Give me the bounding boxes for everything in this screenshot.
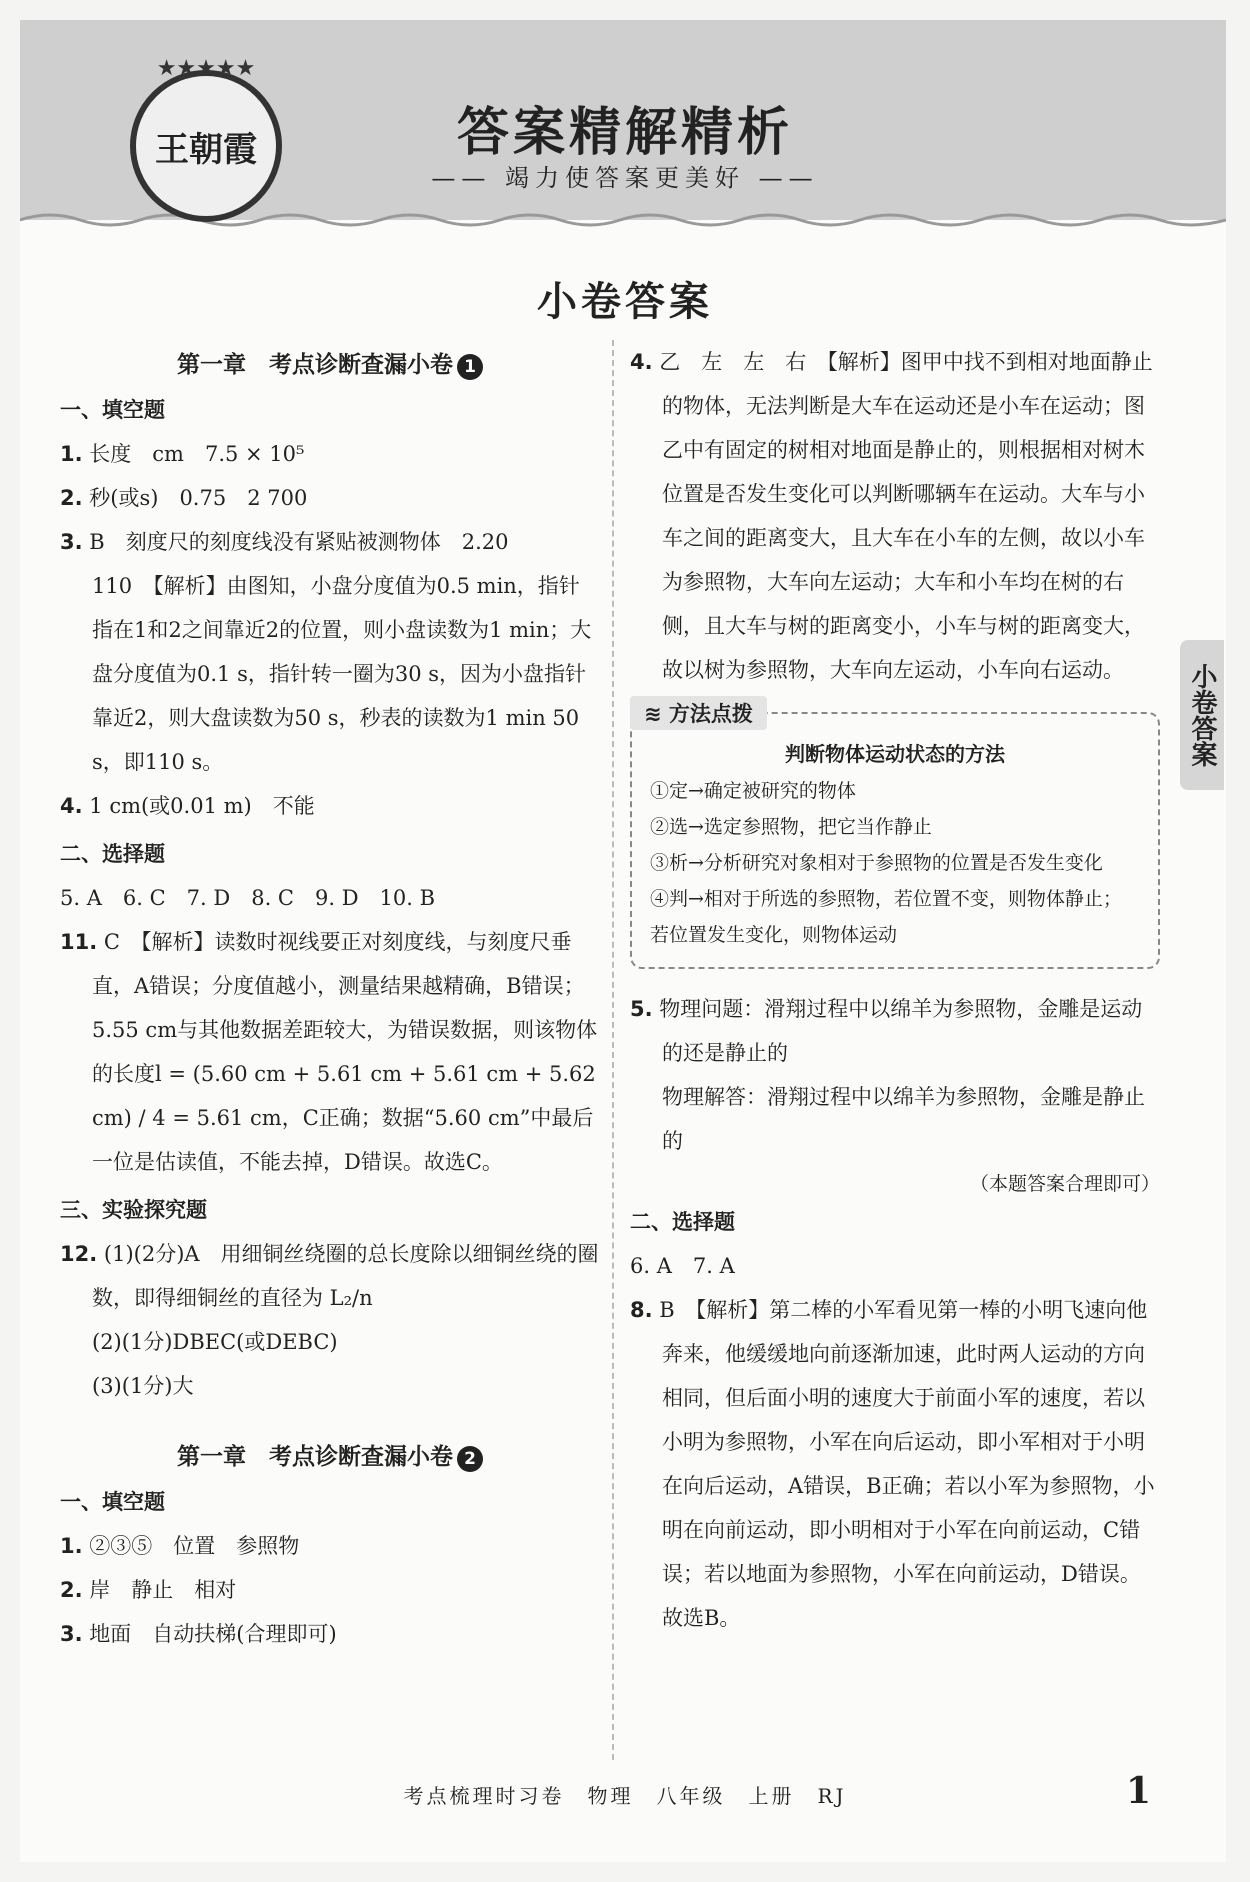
answer-right-5-solution: 物理解答：滑翔过程中以绵羊为参照物，金雕是静止的 xyxy=(662,1085,1145,1153)
chapter-num-badge: 2 xyxy=(457,1446,483,1472)
method-tip-step-3: ③析→分析研究对象相对于参照物的位置是否发生变化 xyxy=(650,852,1103,874)
answer-3: 3. B 刻度尺的刻度线没有紧贴被测物体 2.20 xyxy=(60,530,509,554)
method-tip-step-1: ①定→确定被研究的物体 xyxy=(650,780,856,802)
chapter-title: 第一章 考点诊断查漏小卷 xyxy=(177,352,453,378)
column-divider xyxy=(612,340,614,1760)
right-column xyxy=(630,340,1160,1640)
answers-6-7: 6. A 7. A xyxy=(630,1254,735,1278)
method-tip-tag: ≋ 方法点拨 xyxy=(630,696,767,730)
answer-right-8: 8. B 【解析】第二棒的小军看见第一棒的小明飞速向他奔来，他缓缓地向前逐渐加速，此时两人运动的方向相同，但后面小明的速度大于前面小军的速度，若以小明为参照物，小军在向后运动，即小军相对于小明在向后运动，A错误，B正确；若以小军为参照物，小明在向前运动，即小明相对于小军在向前运动，C错误；若以地面为参照物，小军在向前运动，D错误。故选B。 xyxy=(630,1298,1155,1630)
main-title: 答案精解精析 xyxy=(456,103,793,163)
section-choice-right: 二、选择题 xyxy=(630,1210,735,1234)
section-title: 小卷答案 xyxy=(537,279,713,325)
left-column xyxy=(60,340,600,1656)
answer-1: 1. 长度 cm 7.5 × 10⁵ xyxy=(60,442,305,466)
stars-icon: ★★★★★ xyxy=(156,56,256,81)
answer-r1: 1. ②③⑤ 位置 参照物 xyxy=(60,1534,300,1558)
answer-12: 12. (1)(2分)A 用细铜丝绕圈的总长度除以细铜丝绕的圈数，即得细铜丝的直径为 L₂/n xyxy=(60,1242,599,1310)
answer-r2: 2. 岸 静止 相对 xyxy=(60,1578,237,1602)
side-tab: 小卷答案 xyxy=(1180,640,1224,790)
answers-5-10: 5. A 6. C 7. D 8. C 9. D 10. B xyxy=(60,886,436,910)
section-fill-2: 一、填空题 xyxy=(60,1490,165,1514)
answer-12-part2: (2)(1分)DBEC(或DEBC) xyxy=(92,1330,338,1354)
section-choice: 二、选择题 xyxy=(60,842,165,866)
answer-2: 2. 秒(或s) 0.75 2 700 xyxy=(60,486,308,510)
answer-r3: 3. 地面 自动扶梯(合理即可) xyxy=(60,1622,337,1646)
answer-note: （本题答案合理即可） xyxy=(969,1173,1160,1195)
wave-icon: ≋ xyxy=(644,702,669,726)
answer-4: 4. 1 cm(或0.01 m) 不能 xyxy=(60,794,315,818)
method-tip-title: 判断物体运动状态的方法 xyxy=(785,742,1005,766)
method-tip-step-2: ②选→选定参照物，把它当作静止 xyxy=(650,816,932,838)
method-tip-box xyxy=(630,702,1160,969)
main-subtitle: —— 竭力使答案更美好 —— xyxy=(431,164,819,192)
section-experiment: 三、实验探究题 xyxy=(60,1198,207,1222)
logo-text: 王朝霞 xyxy=(155,129,257,170)
answer-3-explanation: 110 【解析】由图知，小盘分度值为0.5 min，指针指在1和2之间靠近2的位置，则小盘读数为1 min；大盘分度值为0.1 s，指针转一圈为30 s，因为小盘指针靠近2，则大盘读数为50 s，秒表的读数为1 min 50 s，即110 s。 xyxy=(92,574,592,774)
answer-12-part3: (3)(1分)大 xyxy=(92,1374,194,1398)
answer-right-4: 4. 乙 左 左 右 【解析】图甲中找不到相对地面静止的物体，无法判断是大车在运动还是小车在运动；图乙中有固定的树相对地面是静止的，则根据相对树木位置是否发生变化可以判断哪辆车在运动。大车与小车之间的距离变大，且大车在小车的左侧，故以小车为参照物，大车向左运动；大车和小车均在树的右侧，且大车与树的距离变小，小车与树的距离变大，故以树为参照物，大车向左运动，小车向右运动。 xyxy=(630,350,1153,682)
section-fill: 一、填空题 xyxy=(60,398,165,422)
chapter-num-badge: 1 xyxy=(457,354,483,380)
page-number: 1 xyxy=(1126,1770,1152,1812)
answer-11: 11. C 【解析】读数时视线要正对刻度线，与刻度尺垂直，A错误；分度值越小，测量结果越精确，B错误；5.55 cm与其他数据差距较大，为错误数据，则该物体的长度l = (5.60 cm + 5.61 cm + 5.61 cm + 5.62 cm) / 4 = 5.61 cm，C正确；数据“5.60 cm”中最后一位是估读值，不能去掉，D错误。故选C。 xyxy=(60,930,598,1174)
chapter-heading-2 xyxy=(60,1438,600,1472)
method-tip-step-4: ④判→相对于所选的参照物，若位置不变，则物体静止；若位置发生变化，则物体运动 xyxy=(650,888,1122,946)
chapter-heading-1 xyxy=(60,346,600,380)
footer-text: 考点梳理时习卷 物理 八年级 上册 RJ xyxy=(403,1784,847,1808)
chapter-title: 第一章 考点诊断查漏小卷 xyxy=(177,1444,453,1470)
answer-right-5: 5. 物理问题：滑翔过程中以绵羊为参照物，金雕是运动的还是静止的 xyxy=(630,997,1143,1065)
